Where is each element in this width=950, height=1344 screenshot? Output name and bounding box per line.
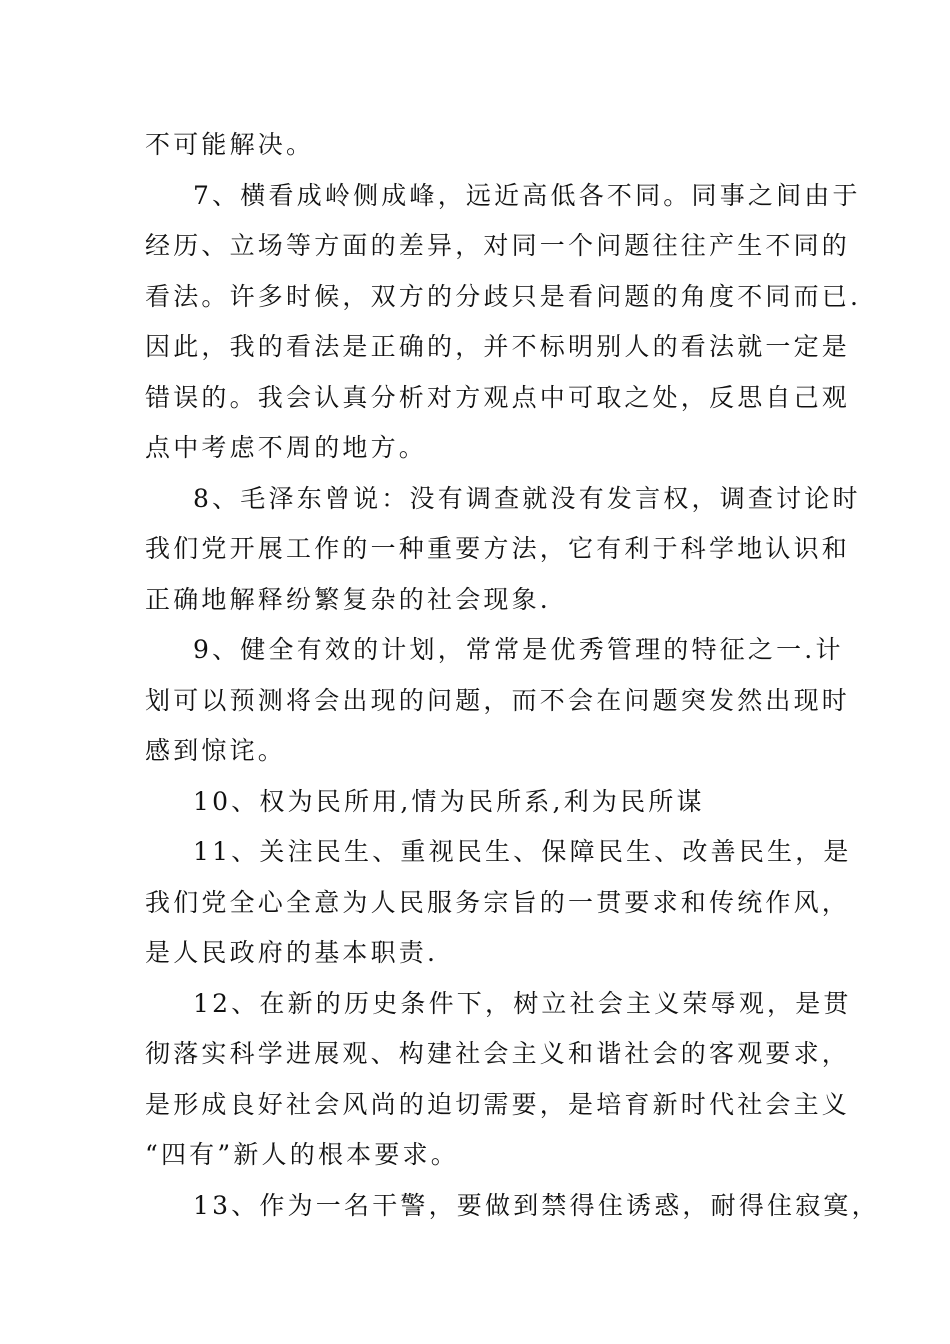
text-line: 10、权为民所用,情为民所系,利为民所谋 bbox=[193, 786, 705, 816]
text-line: 9、健全有效的计划，常常是优秀管理的特征之一.计 bbox=[193, 635, 844, 664]
document-body bbox=[145, 120, 880, 1231]
text-line: 正确地解释纷繁复杂的社会现象. bbox=[145, 584, 551, 614]
text-line: 不可能解决。 bbox=[145, 130, 315, 159]
text-line: 8、毛泽东曾说：没有调查就没有发言权，调查讨论时 bbox=[193, 483, 861, 513]
text-line: 我们党全心全意为人民服务宗旨的一贯要求和传统作风， bbox=[145, 887, 851, 917]
text-line: 是人民政府的基本职责. bbox=[145, 938, 439, 967]
text-line: 我们党开展工作的一种重要方法，它有利于科学地认识和 bbox=[145, 534, 851, 563]
text-line: “四有”新人的根本要求。 bbox=[145, 1140, 459, 1169]
text-line: 经历、立场等方面的差异，对同一个问题往往产生不同的 bbox=[145, 231, 851, 260]
text-line: 13、作为一名干警，要做到禁得住诱惑，耐得住寂寞， bbox=[193, 1190, 880, 1220]
text-line: 是形成良好社会风尚的迫切需要，是培育新时代社会主义 bbox=[145, 1089, 851, 1119]
text-line: 划可以预测将会出现的问题，而不会在问题突发然出现时 bbox=[145, 685, 851, 715]
text-line: 7、横看成岭侧成峰，远近高低各不同。同事之间由于 bbox=[193, 180, 861, 210]
text-line: 因此，我的看法是正确的，并不标明别人的看法就一定是 bbox=[145, 332, 851, 361]
text-line: 彻落实科学进展观、构建社会主义和谐社会的客观要求， bbox=[145, 1039, 851, 1068]
text-line: 看法。许多时候，双方的分歧只是看问题的角度不同而已. bbox=[145, 281, 862, 311]
text-line: 感到惊诧。 bbox=[145, 736, 287, 765]
text-line: 11、关注民生、重视民生、保障民生、改善民生，是 bbox=[193, 837, 852, 866]
text-line: 点中考虑不周的地方。 bbox=[145, 433, 428, 462]
text-line: 12、在新的历史条件下，树立社会主义荣辱观，是贯 bbox=[193, 988, 852, 1018]
text-line: 错误的。我会认真分析对方观点中可取之处，反思自己观 bbox=[145, 382, 851, 412]
